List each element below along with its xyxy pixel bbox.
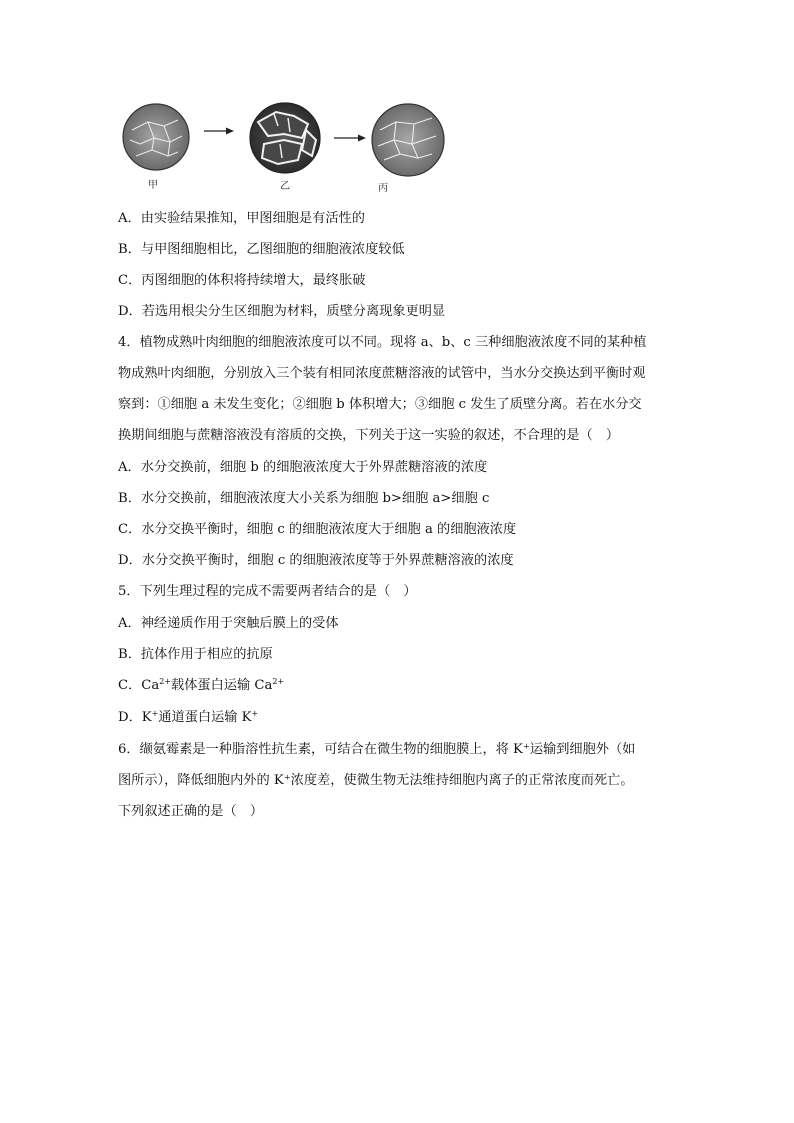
arrow-2 (334, 135, 366, 142)
q4-option-d: D．水分交换平衡时，细胞 c 的细胞液浓度等于外界蔗糖溶液的浓度 (118, 553, 514, 568)
q5-option-d-mid: 通道蛋白运输 K (158, 710, 252, 725)
caption-bing: 丙 (378, 183, 388, 194)
q6-stem-line-2: 图所示），降低细胞内外的 K⁺浓度差，使微生物无法维持细胞内离子的正常浓度而死亡。 (118, 773, 634, 788)
q5-option-d-sup1: + (151, 709, 159, 718)
q5-option-d-sup2: + (251, 709, 259, 718)
caption-yi: 乙 (280, 181, 290, 192)
q4-option-b: B．水分交换前，细胞液浓度大小关系为细胞 b>细胞 a>细胞 c (118, 491, 490, 506)
q4-stem-line-2: 物成熟叶肉细胞，分别放入三个装有相同浓度蔗糖溶液的试管中，当水分交换达到平衡时观 (118, 366, 646, 381)
caption-jia: 甲 (148, 180, 158, 191)
q4-stem-line-4: 换期间细胞与蔗糖溶液没有溶质的交换，下列关于这一实验的叙述，不合理的是（ ） (118, 428, 620, 443)
q5-option-c-sup2: 2+ (272, 677, 285, 686)
q5-option-b: B．抗体作用于相应的抗原 (118, 647, 273, 662)
q3-option-d: D．若选用根尖分生区细胞为材料，质壁分离现象更明显 (118, 304, 446, 319)
q5-option-c-sup1: 2+ (159, 677, 172, 686)
q5-option-c-prefix: C．Ca (118, 678, 160, 693)
plasmolysis-figure (118, 100, 458, 196)
q3-option-b: B．与甲图细胞相比，乙图细胞的细胞液浓度较低 (118, 242, 405, 257)
cell-view-jia (123, 104, 189, 170)
q4-option-c: C．水分交换平衡时，细胞 c 的细胞液浓度大于细胞 a 的细胞液浓度 (118, 522, 517, 537)
q5-stem: 5．下列生理过程的完成不需要两者结合的是（ ） (118, 584, 417, 599)
q5-option-d-prefix: D．K (118, 710, 152, 725)
q3-option-c: C．丙图细胞的体积将持续增大，最终胀破 (118, 273, 366, 288)
arrow-1 (204, 128, 234, 135)
cell-view-bing (372, 104, 444, 176)
q6-stem-line-3: 下列叙述正确的是（ ） (118, 804, 264, 819)
q5-option-d (118, 706, 258, 725)
q5-option-c-mid: 载体蛋白运输 Ca (171, 678, 273, 693)
q4-stem-line-3: 察到：①细胞 a 未发生变化；②细胞 b 体积增大；③细胞 c 发生了质壁分离。若在水分交 (118, 397, 642, 412)
q4-option-a: A．水分交换前，细胞 b 的细胞液浓度大于外界蔗糖溶液的浓度 (118, 460, 488, 475)
q5-option-a: A．神经递质作用于突触后膜上的受体 (118, 616, 339, 631)
cell-view-yi (250, 103, 320, 173)
q5-option-c (118, 674, 284, 693)
q4-stem-line-1: 4．植物成熟叶肉细胞的细胞液浓度可以不同。现将 a、b、c 三种细胞液浓度不同的某种植 (118, 335, 647, 350)
q6-stem-line-1: 6．缬氨霉素是一种脂溶性抗生素，可结合在微生物的细胞膜上，将 K⁺运输到细胞外（如 (118, 742, 636, 757)
q3-option-a: A．由实验结果推知，甲图细胞是有活性的 (118, 211, 365, 226)
